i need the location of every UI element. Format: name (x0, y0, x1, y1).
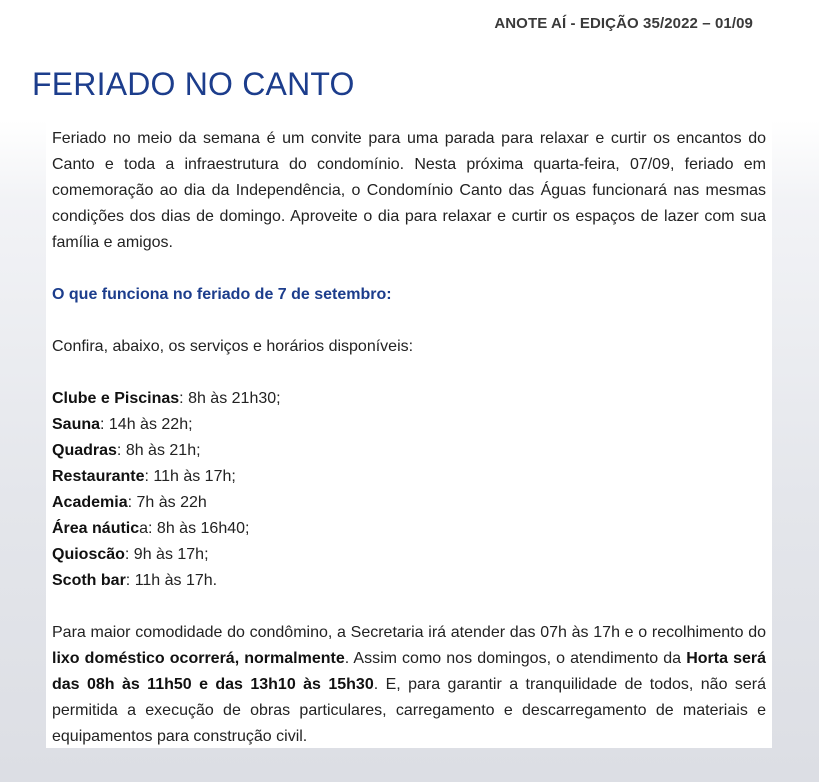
schedule-item-hours: : 7h às 22h (127, 494, 207, 511)
schedule-item-name: Academia (52, 494, 128, 511)
schedule-item-hours: : 8h às 21h30; (179, 390, 281, 407)
section-subtitle: O que funciona no feriado de 7 de setembro: (52, 286, 392, 303)
schedule-item-hours: a: 8h às 16h40; (139, 520, 250, 537)
schedule-item (52, 438, 766, 464)
schedule-item-name: Quadras (52, 442, 117, 459)
edition-header: ANOTE AÍ - EDIÇÃO 35/2022 – 01/09 (494, 15, 753, 32)
schedule-item (52, 386, 766, 412)
closing-text: Para maior comodidade do condômino, a Secretaria irá atender das 07h às 17h e o recolhimento do (52, 624, 766, 641)
closing-text: . Assim como nos domingos, o atendimento da (344, 650, 687, 667)
closing-bold-text: Horta será das 08h às 11h50 e das 13h10 às 15h30 (52, 650, 766, 693)
schedule-item-name: Quioscão (52, 546, 125, 563)
closing-paragraph (52, 620, 766, 750)
schedule-item (52, 568, 766, 594)
schedule-item-name: Área náutic (52, 520, 140, 537)
schedule-item (52, 516, 766, 542)
schedule-item (52, 542, 766, 568)
schedule-item-name: Restaurante (52, 468, 145, 485)
schedule-item-hours: : 11h às 17h; (144, 468, 236, 485)
closing-bold-text: lixo doméstico ocorrerá, normalmente (52, 650, 345, 667)
schedule-item-hours: : 14h às 22h; (100, 416, 193, 433)
schedule-item (52, 464, 766, 490)
schedule-item-hours: : 8h às 21h; (116, 442, 201, 459)
article-card (46, 122, 772, 748)
schedule-item-name: Sauna (52, 416, 101, 433)
schedule-item-hours: : 11h às 17h. (125, 572, 218, 589)
schedule-item (52, 490, 766, 516)
schedule-item-name: Scoth bar (52, 572, 126, 589)
lead-paragraph: Confira, abaixo, os serviços e horários disponíveis: (52, 338, 414, 355)
closing-text: . E, para garantir a tranquilidade de todos, não será permitida a execução de obras particulares, carregamento e descarregamento de materiais e equipamentos para construção civil. (52, 676, 767, 745)
schedule-item-name: Clube e Piscinas (52, 390, 180, 407)
schedule-list (52, 386, 766, 594)
schedule-item (52, 412, 766, 438)
schedule-item-hours: : 9h às 17h; (124, 546, 209, 563)
page-title: FERIADO NO CANTO (32, 66, 355, 102)
intro-paragraph: Feriado no meio da semana é um convite para uma parada para relaxar e curtir os encantos do Canto e toda a infraestrutura do condomínio. Nesta próxima quarta-feira, 07/09, feriado em comemoração ao dia da Independência, o Condomínio Canto das Águas funcionará nas mesmas condições dos dias de domingo. Aproveite o dia para relaxar e curtir os espaços de lazer com sua família e amigos. (52, 130, 766, 251)
